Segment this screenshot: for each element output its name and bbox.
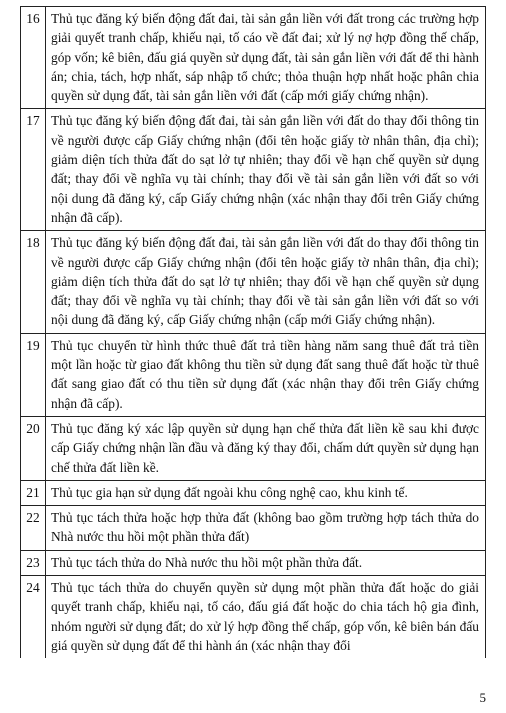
page-number: 5 bbox=[479, 690, 486, 705]
procedure-text: Thủ tục tách thửa hoặc hợp thửa đất (không bao gồm trường hợp tách thửa do Nhà nước thu hồi một phần thửa đất) bbox=[46, 506, 486, 551]
procedure-text: Thủ tục tách thửa do Nhà nước thu hồi một phần thửa đất. bbox=[46, 550, 486, 575]
table-row bbox=[21, 576, 486, 659]
procedure-text: Thủ tục đăng ký xác lập quyền sử dụng hạn chế thửa đất liền kề sau khi được cấp Giấy chứng nhận lần đầu và đăng ký thay đổi, chấm dứt quyền sử dụng hạn chế thửa đất liền kề. bbox=[46, 416, 486, 480]
procedure-text: Thủ tục tách thửa do chuyển quyền sử dụng một phần thửa đất hoặc do giải quyết tranh chấp, khiếu nại, tố cáo, đấu giá đất hoặc do chia tách hộ gia đình, nhóm người sử dụng đất; do xử lý hợp đồng thế chấp, góp vốn, kê biên bán đấu giá quyền sử dụng đất để thi hành án (xác nhận thay đổi bbox=[46, 576, 486, 659]
table-row bbox=[21, 550, 486, 575]
row-number: 20 bbox=[21, 416, 46, 480]
table-row bbox=[21, 480, 486, 505]
row-number: 17 bbox=[21, 109, 46, 231]
procedure-text: Thủ tục đăng ký biến động đất đai, tài sản gắn liền với đất do thay đổi thông tin về người được cấp Giấy chứng nhận (đổi tên hoặc giấy tờ nhân thân, địa chỉ); giảm diện tích thửa đất do sạt lở tự nhiên; thay đổi về hạn chế quyền sử dụng đất; thay đổi về nghĩa vụ tài chính; thay đổi về tài sản gắn liền với đất so với nội dung đã đăng ký, cấp Giấy chứng nhận (cấp mới Giấy chứng nhận). bbox=[46, 231, 486, 333]
procedure-table bbox=[20, 6, 486, 658]
table-row bbox=[21, 416, 486, 480]
row-number: 19 bbox=[21, 333, 46, 416]
row-number: 24 bbox=[21, 576, 46, 659]
row-number: 18 bbox=[21, 231, 46, 333]
row-number: 16 bbox=[21, 7, 46, 109]
row-number: 21 bbox=[21, 480, 46, 505]
table-row bbox=[21, 7, 486, 109]
procedure-text: Thủ tục gia hạn sử dụng đất ngoài khu công nghệ cao, khu kinh tế. bbox=[46, 480, 486, 505]
procedure-text: Thủ tục chuyển từ hình thức thuê đất trả tiền hàng năm sang thuê đất trả tiền một lần hoặc từ giao đất không thu tiền sử dụng đất sang thuê đất hoặc từ thuê đất sang giao đất có thu tiền sử dụng đất (xác nhận thay đổi trên Giấy chứng nhận đã cấp). bbox=[46, 333, 486, 416]
row-number: 22 bbox=[21, 506, 46, 551]
table-row bbox=[21, 109, 486, 231]
procedure-text: Thủ tục đăng ký biến động đất đai, tài sản gắn liền với đất do thay đổi thông tin về người được cấp Giấy chứng nhận (đổi tên hoặc giấy tờ nhân thân, địa chỉ); giảm diện tích thửa đất do sạt lở tự nhiên; thay đổi về hạn chế quyền sử dụng đất; thay đổi về nghĩa vụ tài chính; thay đổi về tài sản gắn liền với đất so với nội dung đã đăng ký, cấp Giấy chứng nhận (xác nhận thay đổi trên Giấy chứng nhận đã cấp). bbox=[46, 109, 486, 231]
row-number: 23 bbox=[21, 550, 46, 575]
table-row bbox=[21, 333, 486, 416]
table-row bbox=[21, 506, 486, 551]
table-row bbox=[21, 231, 486, 333]
procedure-text: Thủ tục đăng ký biến động đất đai, tài sản gắn liền với đất trong các trường hợp giải quyết tranh chấp, khiếu nại, tố cáo về đất đai; xử lý nợ hợp đồng thế chấp, góp vốn; kê biên, đấu giá quyền sử dụng đất, tài sản gắn liền với đất để thi hành án; chia, tách, hợp nhất, sáp nhập tổ chức; thỏa thuận hợp nhất hoặc phân chia quyền sử dụng đất, tài sản gắn liền với đất (cấp mới giấy chứng nhận). bbox=[46, 7, 486, 109]
